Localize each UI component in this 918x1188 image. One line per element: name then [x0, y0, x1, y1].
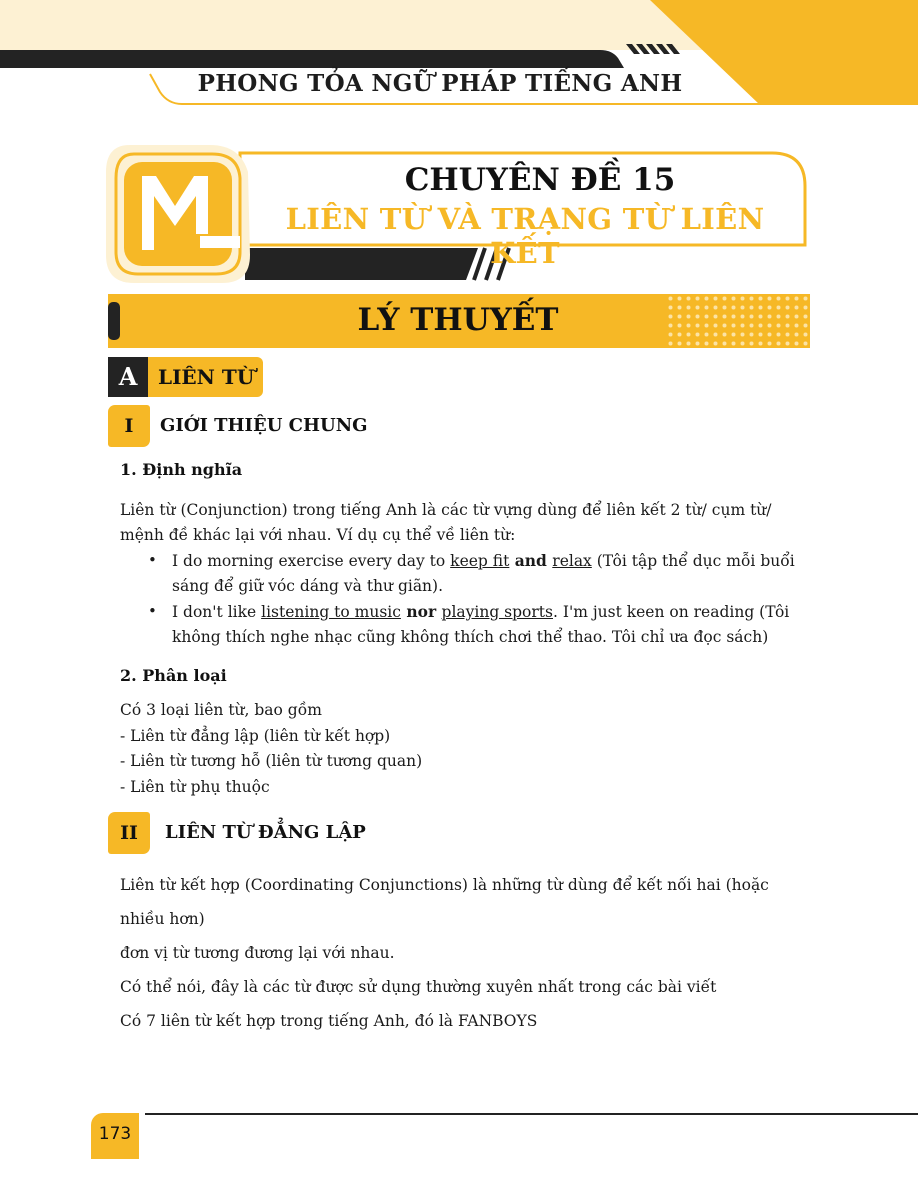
section-i-numeral: I	[108, 405, 150, 447]
underlined-phrase: keep fit	[450, 552, 510, 570]
page-header-title: PHONG TỎA NGỮ PHÁP TIẾNG ANH	[197, 70, 683, 97]
classification-line: - Liên từ đẳng lập (liên từ kết hợp)	[120, 726, 391, 745]
section-ii-numeral: II	[108, 812, 150, 854]
section-a-letter: A	[118, 362, 138, 391]
page-number: 173	[98, 1124, 132, 1144]
conjunction: nor	[400, 602, 442, 621]
conjunction: and	[509, 551, 553, 570]
section-i-title: GIỚI THIỆU CHUNG	[160, 415, 368, 436]
classification-list	[120, 698, 810, 800]
definition-heading: 1. Định nghĩa	[120, 460, 243, 479]
classification-line: - Liên từ tương hỗ (liên từ tương quan)	[120, 752, 423, 770]
section-ii-line: đơn vị từ tương đương lại với nhau.	[120, 944, 395, 962]
example-item: • I don't like listening to music nor playing sports. I'm just keen on reading (Tôi không thích nghe nhạc cũng không thích chơi thể thao. Tôi chỉ ưa đọc sách)	[172, 599, 810, 650]
section-ii-line: Có 7 liên từ kết hợp trong tiếng Anh, đó là FANBOYS	[120, 1012, 538, 1030]
classification-line: Có 3 loại liên từ, bao gồm	[120, 701, 322, 719]
footer-rule	[145, 1113, 918, 1115]
section-ii-title: LIÊN TỪ ĐẲNG LẬP	[165, 822, 366, 843]
example-list	[120, 548, 810, 650]
section-ii-line: Có thể nói, đây là các từ được sử dụng thường xuyên nhất trong các bài viết	[120, 978, 717, 996]
classification-line: - Liên từ phụ thuộc	[120, 777, 270, 796]
chapter-subtitle: LIÊN TỪ VÀ TRẠNG TỪ LIÊN KẾT	[285, 202, 765, 270]
chapter-title: CHUYÊN ĐỀ 15	[404, 162, 676, 198]
underlined-phrase: playing sports	[441, 603, 553, 621]
theory-banner-title: LÝ THUYẾT	[357, 302, 559, 338]
definition-block	[120, 498, 810, 650]
definition-text: Liên từ (Conjunction) trong tiếng Anh là các từ vựng dùng để liên kết 2 từ/ cụm từ/ mệnh đề khác lại với nhau. Ví dụ cụ thể về liên từ:	[120, 501, 772, 544]
example-item: • I do morning exercise every day to keep fit and relax (Tôi tập thể dục mỗi buổi sáng để giữ vóc dáng và thư giãn).	[172, 548, 810, 599]
classification-heading: 2. Phân loại	[120, 666, 227, 685]
section-ii-line: Liên từ kết hợp (Coordinating Conjunctions) là những từ dùng để kết nối hai (hoặc nhiều hơn)	[120, 876, 769, 928]
underlined-phrase: relax	[552, 552, 592, 570]
underlined-phrase: listening to music	[261, 603, 401, 621]
section-ii-body	[120, 868, 810, 1038]
section-a-title: LIÊN TỪ	[158, 365, 255, 389]
